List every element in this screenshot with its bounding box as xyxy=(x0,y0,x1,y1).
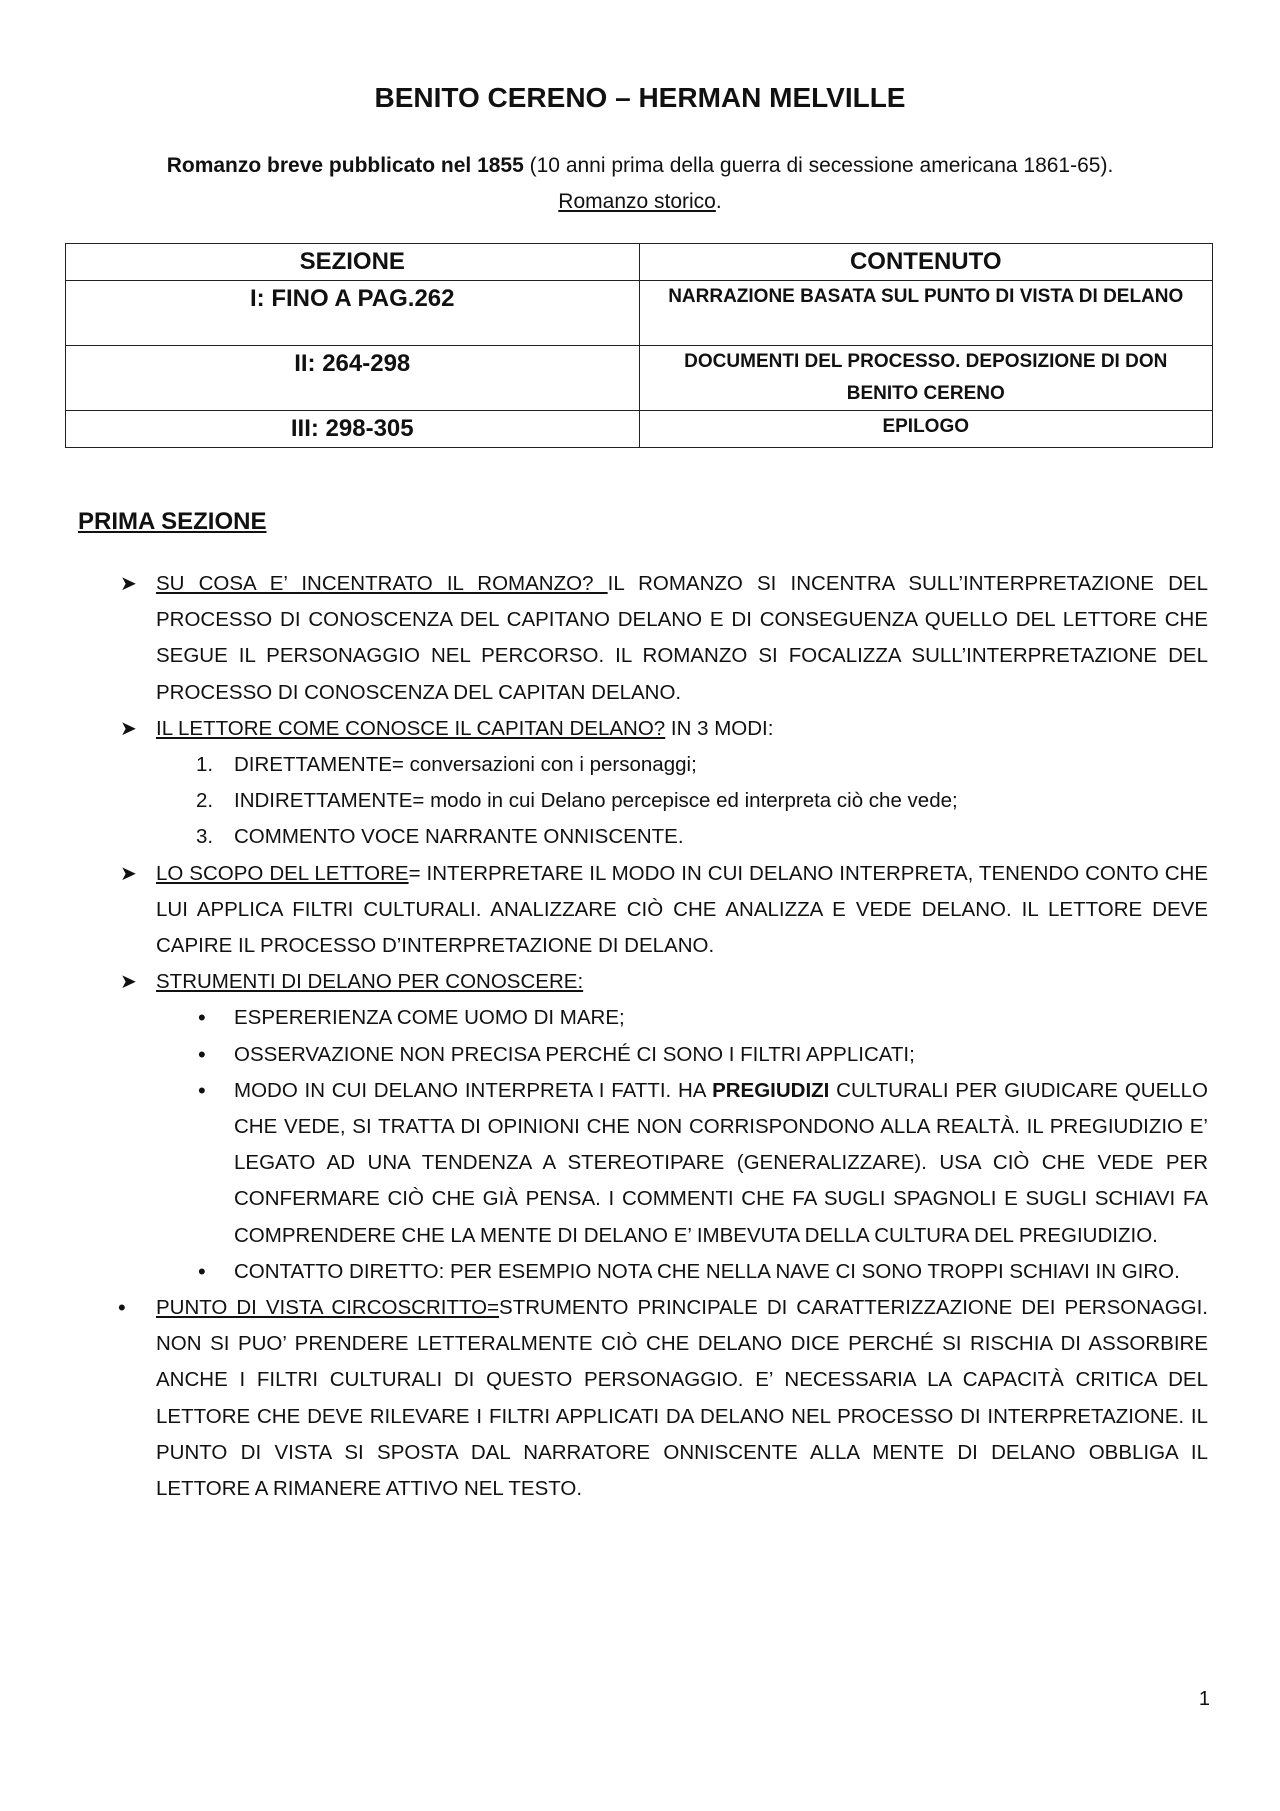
item-text: OSSERVAZIONE NON PRECISA PERCHÉ CI SONO I FILTRI APPLICATI; xyxy=(234,1042,915,1066)
item-number: 1. xyxy=(196,753,214,777)
row-content: DOCUMENTI DEL PROCESSO. DEPOSIZIONE DI DON BENITO CERENO xyxy=(639,346,1213,411)
numbered-item xyxy=(196,819,1208,855)
table-row xyxy=(66,346,1213,411)
row-section: III: 298-305 xyxy=(66,411,640,448)
list-item xyxy=(118,1290,1208,1507)
arrow-bullet-icon: ➤ xyxy=(120,971,137,994)
section-heading: PRIMA SEZIONE xyxy=(78,508,267,535)
document-title: BENITO CERENO – HERMAN MELVILLE xyxy=(374,82,906,113)
notes-content xyxy=(118,566,1209,1507)
question-label: IL LETTORE COME CONOSCE IL CAPITAN DELANO? xyxy=(156,716,666,740)
bullet-item xyxy=(198,1037,1208,1073)
bullet-dot-icon: • xyxy=(198,1005,206,1031)
bullet-dot-icon: • xyxy=(198,1258,206,1284)
question-text: STRUMENTO PRINCIPALE DI CARATTERIZZAZIONE DEI PERSONAGGI. NON SI PUO’ PRENDERE LETTERALMENTE CIÒ CHE DELANO DICE PERCHÉ SI RISCHIA DI ASSORBIRE ANCHE I FILTRI CULTURALI DI QUESTO PERSONAGGIO. E’ NECESSARIA LA CAPACITÀ CRITICA DEL LETTORE CHE DEVE RILEVARE I FILTRI APPLICATI DA DELANO NEL PROCESSO DI INTERPRETAZIONE. IL PUNTO DI VISTA SI SPOSTA DAL NARRATORE ONNISCENTE ALLA MENTE DI DELANO OBBLIGA IL LETTORE A RIMANERE ATTIVO NEL TESTO. xyxy=(156,1296,1208,1501)
bullet-item xyxy=(198,1000,1208,1036)
intro-rest: (10 anni prima della guerra di secessione americana 1861-65). xyxy=(523,154,1114,177)
question-text: IL ROMANZO SI INCENTRA SULL’INTERPRETAZIONE DEL PROCESSO DI CONOSCENZA DEL CAPITANO DELANO E DI CONSEGUENZA QUELLO DEL LETTORE CHE SEGUE IL PERSONAGGIO NEL PERCORSO. IL ROMANZO SI FOCALIZZA SULL’INTERPRETAZIONE DEL PROCESSO DI CONOSCENZA DEL CAPITAN DELANO. xyxy=(156,572,1209,704)
numbered-item xyxy=(196,747,1208,783)
question-label: PUNTO DI VISTA CIRCOSCRITTO= xyxy=(156,1296,500,1320)
item-number: 3. xyxy=(196,825,214,849)
item-text: CONTATTO DIRETTO: PER ESEMPIO NOTA CHE NELLA NAVE CI SONO TROPPI SCHIAVI IN GIRO. xyxy=(234,1259,1180,1283)
list-item xyxy=(120,711,1208,747)
page-number: 1 xyxy=(1198,1688,1210,1710)
intro-paragraph xyxy=(90,148,1190,220)
item-number: 2. xyxy=(196,789,214,813)
item-text: INDIRETTAMENTE= modo in cui Delano percepisce ed interpreta ciò che vede; xyxy=(234,789,958,813)
bullet-dot-icon: • xyxy=(198,1077,206,1103)
row-content: EPILOGO xyxy=(639,411,1213,448)
header-section: SEZIONE xyxy=(66,244,640,281)
bullet-dot-icon: • xyxy=(118,1295,126,1321)
question-label: SU COSA E’ INCENTRATO IL ROMANZO? xyxy=(156,572,608,595)
bullet-item xyxy=(198,1073,1208,1254)
arrow-bullet-icon: ➤ xyxy=(120,573,137,595)
item-text-after: CULTURALI PER GIUDICARE QUELLO CHE VEDE, SI TRATTA DI OPINIONI CHE NON CORRISPONDONO ALLA REALTÀ. IL PREGIUDIZIO E’ LEGATO AD UNA TENDENZA A STEREOTIPARE (GENERALIZZARE). USA CIÒ CHE VEDE PER CONFERMARE CIÒ CHE GIÀ PENSA. I COMMENTI CHE FA SUGLI SPAGNOLI E SUGLI SCHIAVI FA COMPRENDERE CHE LA MENTE DI DELANO E’ IMBEVUTA DELLA CULTURA DEL PREGIUDIZIO. xyxy=(234,1078,1208,1247)
list-item xyxy=(120,856,1209,965)
row-section: I: FINO A PAG.262 xyxy=(66,281,640,346)
intro-period: . xyxy=(715,190,722,213)
intro-underlined: Romanzo storico xyxy=(558,190,716,213)
item-text-bold: PREGIUDIZI xyxy=(712,1078,830,1102)
question-text: = INTERPRETARE IL MODO IN CUI DELANO INTERPRETA, TENENDO CONTO CHE LUI APPLICA FILTRI CULTURALI. ANALIZZARE CIÒ CHE ANALIZZA E VEDE DELANO. IL LETTORE DEVE CAPIRE IL PROCESSO D’INTERPRETAZIONE DI DELANO. xyxy=(156,861,1209,958)
row-section: II: 264-298 xyxy=(66,346,640,411)
list-item xyxy=(120,964,1208,1000)
table-row xyxy=(66,411,1213,448)
question-label: STRUMENTI DI DELANO PER CONOSCERE: xyxy=(156,970,584,994)
item-text: COMMENTO VOCE NARRANTE ONNISCENTE. xyxy=(234,825,684,849)
item-text: DIRETTAMENTE= conversazioni con i personaggi; xyxy=(234,753,697,777)
bullet-item xyxy=(198,1254,1208,1290)
question-text: IN 3 MODI: xyxy=(665,716,774,740)
question-label: LO SCOPO DEL LETTORE xyxy=(156,861,409,885)
sections-table xyxy=(65,243,1213,448)
bullet-dot-icon: • xyxy=(198,1041,206,1067)
header-content: CONTENUTO xyxy=(639,244,1213,281)
list-item xyxy=(120,566,1209,711)
arrow-bullet-icon: ➤ xyxy=(120,717,137,740)
intro-bold: Romanzo breve pubblicato nel 1855 xyxy=(166,154,524,177)
numbered-item xyxy=(196,783,1208,819)
table-row xyxy=(66,281,1213,346)
item-text-before: MODO IN CUI DELANO INTERPRETA I FATTI. HA xyxy=(234,1078,713,1102)
arrow-bullet-icon: ➤ xyxy=(120,862,137,885)
row-content: NARRAZIONE BASATA SUL PUNTO DI VISTA DI DELANO xyxy=(639,281,1213,346)
item-text: ESPERERIENZA COME UOMO DI MARE; xyxy=(234,1006,625,1030)
